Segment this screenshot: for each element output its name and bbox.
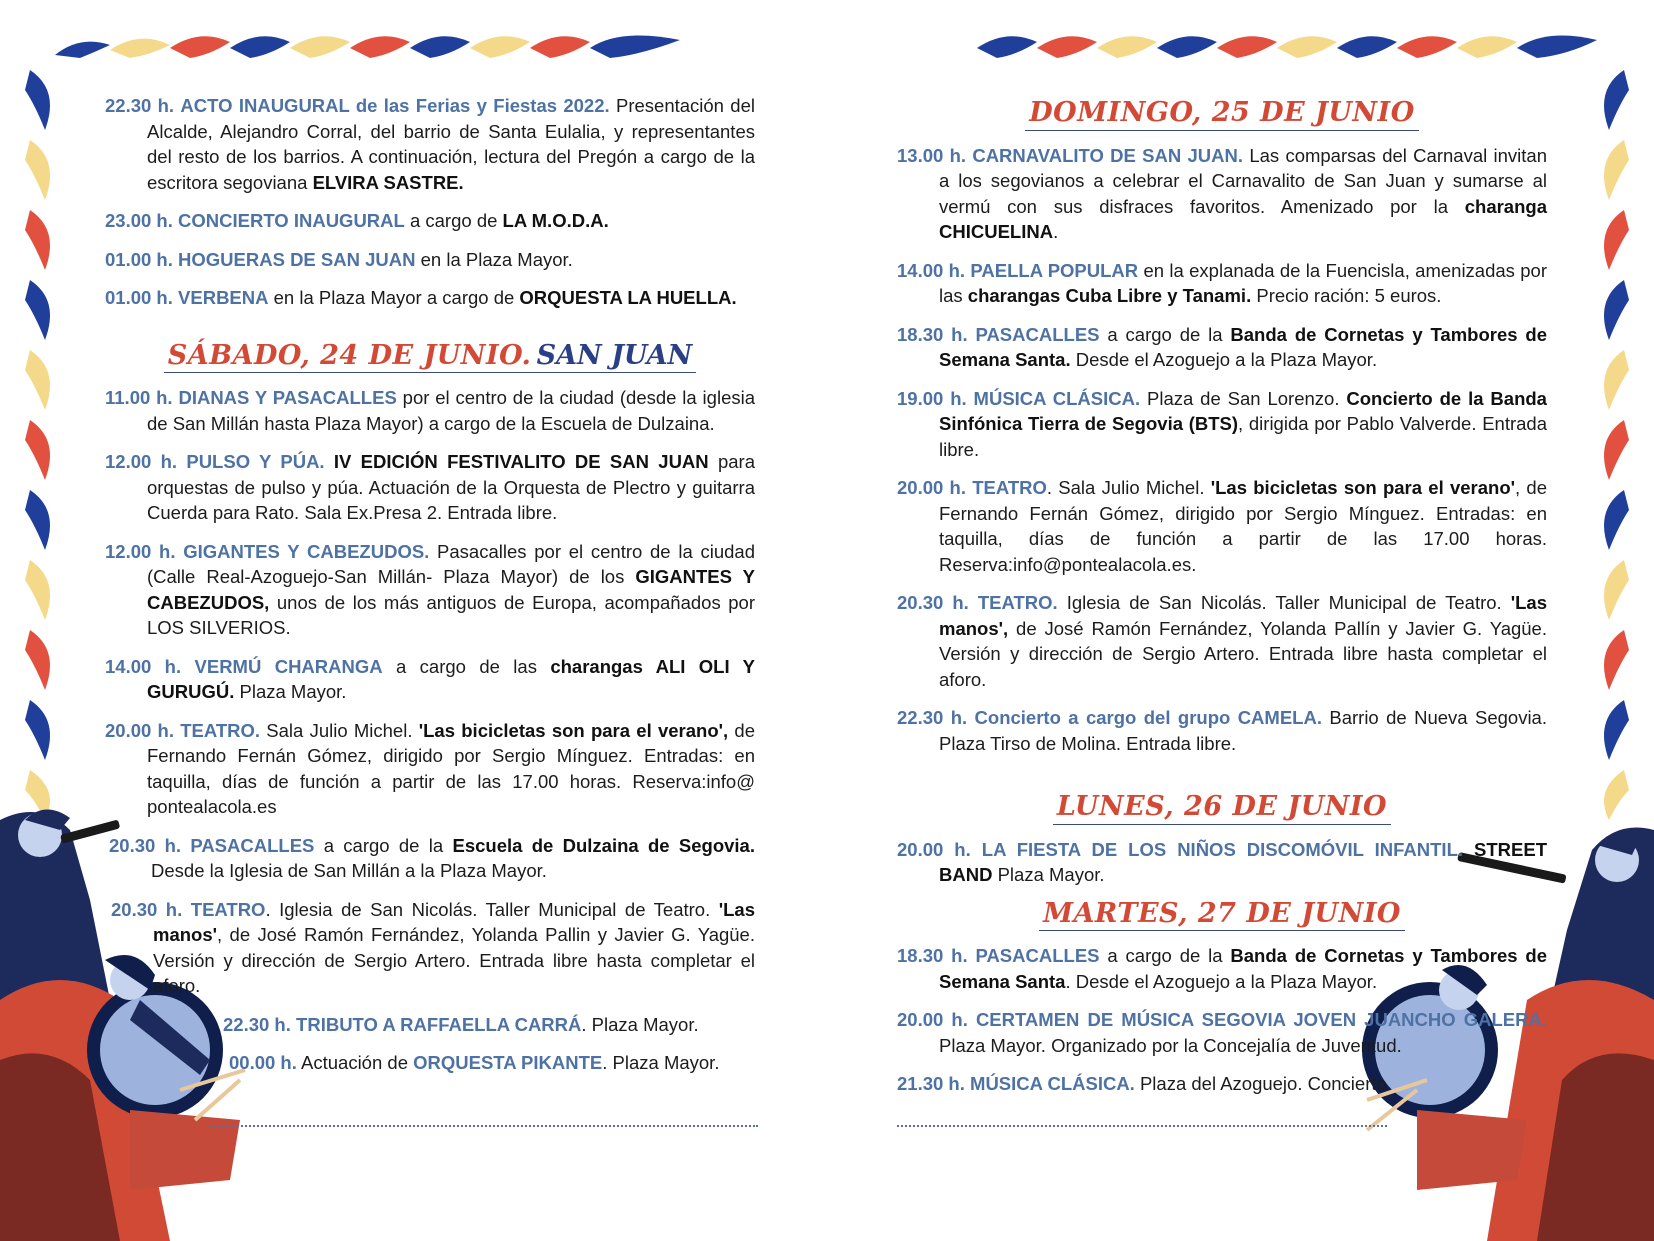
sunday-title: DOMINGO, 25 DE JUNIO xyxy=(1029,97,1415,128)
event-text: Presentación del Alcalde, Alejandro Corral, del barrio de Santa Eulalia, y representantes del resto de los barrios. A continuación, lectura del Pregón a cargo de la escritora segoviana xyxy=(147,95,755,193)
event-item xyxy=(897,943,1547,994)
event-text-tail: unos de los más antiguos de Europa, acompañados por LOS SILVERIOS. xyxy=(147,591,755,638)
event-text: a cargo de las xyxy=(382,655,551,677)
event-text: . Plaza Mayor. xyxy=(581,1013,699,1035)
event-text-tail: Desde la Iglesia de San Millán a la Plaza Mayor. xyxy=(151,860,547,881)
event-text: a cargo de xyxy=(404,210,503,231)
event-text: Iglesia de San Nicolás. Taller Municipal de Teatro. xyxy=(1057,592,1511,613)
event-item xyxy=(229,1050,755,1076)
event-item xyxy=(109,833,755,884)
event-time: 20.00 h. xyxy=(897,477,966,498)
event-highlight: Escuela de Dulzaina de Segovia. xyxy=(452,834,755,856)
event-time: 22.30 h. xyxy=(897,707,968,728)
right-side-ornament-icon xyxy=(1604,70,1629,820)
event-highlight: IV EDICIÓN FESTIVALITO DE SAN JUAN xyxy=(333,451,709,472)
event-title: CERTAMEN DE MÚSICA SEGOVIA JOVEN JUANCHO GALERA. xyxy=(975,1009,1547,1030)
monday-title: LUNES, 26 DE JUNIO xyxy=(1056,791,1388,822)
saturday-title: SÁBADO, 24 DE JUNIO. xyxy=(167,339,532,371)
event-item xyxy=(897,1071,1547,1097)
tuesday-events-list xyxy=(897,943,1547,1097)
event-text: por el centro de la ciudad (desde la iglesia de San Millán hasta Plaza Mayor) a cargo de la Escuela de Dulzaina. xyxy=(147,387,756,434)
event-time: 22.30 h. xyxy=(105,95,175,116)
event-text: Las comparsas del Carnaval invitan a los segovianos a celebrar el Carnavalito de San Juan y sumarse al vermú con sus disfraces favoritos. Amenizado por la xyxy=(939,144,1547,217)
event-item xyxy=(897,837,1547,888)
event-highlight: Banda de Cornetas y Tambores de Semana Santa. xyxy=(939,323,1547,370)
event-title: TEATRO. xyxy=(977,592,1058,613)
event-text: a cargo de la xyxy=(1099,945,1231,966)
event-text: . Sala Julio Michel. xyxy=(1046,477,1211,498)
event-text-tail: , dirigida por Pablo Valverde. Entrada libre. xyxy=(939,413,1547,460)
event-item xyxy=(105,247,755,273)
event-time: 22.30 h. xyxy=(223,1013,291,1035)
event-time: 11.00 h. xyxy=(105,387,173,408)
event-text: en la explanada de la Fuencisla, amenizadas por las xyxy=(939,259,1547,306)
event-item xyxy=(897,1007,1547,1058)
event-time: 01.00 h. xyxy=(105,287,173,308)
event-title: PASACALLES xyxy=(975,323,1100,345)
event-title: VERBENA xyxy=(178,287,269,308)
event-time: 20.00 h. xyxy=(897,838,971,860)
top-wave-ornament-icon xyxy=(55,36,680,59)
top-wave-ornament-icon xyxy=(977,36,1597,59)
event-time: 18.30 h. xyxy=(897,323,968,345)
event-title: HOGUERAS DE SAN JUAN xyxy=(178,248,416,270)
event-text: a cargo de la xyxy=(1099,323,1231,345)
event-item xyxy=(897,705,1547,756)
event-text-tail: , de Fernando Fernán Gómez, dirigido por Sergio Mínguez. Entradas: en taquilla, días de función a partir de las 17.00 horas. Reserva:info@pontealacola.es. xyxy=(939,477,1548,575)
tuesday-title: MARTES, 27 DE JUNIO xyxy=(1043,897,1401,929)
event-item xyxy=(897,386,1547,463)
event-title: TEATRO. xyxy=(180,719,261,741)
left-page-content xyxy=(105,93,755,1089)
event-item xyxy=(105,385,755,436)
event-text-tail: de Fernando Fernán Gómez, dirigido por Sergio Mínguez. Entradas: en taquilla, días de función a partir de las 17.00 horas. Reserva:info@ pontealacola.es xyxy=(147,719,756,817)
event-item xyxy=(105,285,755,311)
event-time: 13.00 h. xyxy=(897,144,967,166)
event-text: Plaza Mayor. Organizado por la Concejalía de Juventud. xyxy=(939,1034,1402,1056)
event-time: 01.00 h. xyxy=(105,248,173,270)
event-text-tail: para orquestas de pulso y púa. Actuación de la Orquesta de Plectro y guitarra Cuerda para Rato. Sala Ex.Presa 2. Entrada libre. xyxy=(147,451,755,523)
event-item xyxy=(105,93,755,195)
saturday-events-list xyxy=(105,385,755,1076)
right-page-content xyxy=(897,97,1548,1110)
opening-events-list xyxy=(105,93,755,311)
event-text: Plaza de San Lorenzo. xyxy=(1140,387,1347,409)
event-highlight: charangas ALI OLI Y GURUGÚ. xyxy=(147,655,755,702)
event-time: 12.00 h. xyxy=(105,451,178,472)
left-page-dotted-divider xyxy=(210,1125,758,1127)
event-time: 00.00 h. xyxy=(229,1052,297,1073)
event-title: MÚSICA CLÁSICA. xyxy=(970,1073,1135,1094)
saturday-subtitle: SAN JUAN xyxy=(536,339,693,371)
event-title: PAELLA POPULAR xyxy=(970,259,1139,281)
event-item xyxy=(897,475,1547,577)
event-highlight: ELVIRA SASTRE. xyxy=(312,171,464,193)
event-item xyxy=(897,322,1547,373)
event-title: ACTO INAUGURAL de las Ferias y Fiestas 2022. xyxy=(180,95,610,116)
event-text-tail: . xyxy=(1053,221,1059,242)
event-item xyxy=(105,654,755,705)
event-title: MÚSICA CLÁSICA. xyxy=(973,387,1141,409)
saturday-heading xyxy=(105,339,755,374)
event-item xyxy=(897,143,1547,245)
event-highlight: 'Las manos' xyxy=(153,898,755,945)
event-text: Plaza del Azoguejo. Concierto xyxy=(1134,1073,1387,1094)
event-item xyxy=(111,897,755,999)
event-item xyxy=(897,258,1547,309)
event-time: 20.00 h. xyxy=(105,719,174,741)
event-title: TEATRO xyxy=(972,477,1047,498)
sunday-heading xyxy=(897,97,1547,131)
event-text: en la Plaza Mayor a cargo de xyxy=(268,287,520,308)
event-time: 20.30 h. xyxy=(897,592,969,613)
monday-events-list xyxy=(897,837,1547,888)
event-title: TRIBUTO A RAFFAELLA CARRÁ xyxy=(296,1013,582,1035)
event-text: . Iglesia de San Nicolás. Taller Municipal de Teatro. xyxy=(265,898,719,920)
event-text-tail: Desde el Azoguejo a la Plaza Mayor. xyxy=(1070,349,1378,370)
event-time: 20.00 h. xyxy=(897,1009,968,1030)
event-title: PULSO Y PÚA. xyxy=(186,451,325,472)
left-side-ornament-icon xyxy=(25,70,50,820)
tuesday-heading xyxy=(897,897,1547,932)
event-time: 12.00 h. xyxy=(105,540,176,562)
event-time: 18.30 h. xyxy=(897,945,968,966)
event-highlight: LA M.O.D.A. xyxy=(502,210,609,231)
event-text: Barrio de Nueva Segovia. Plaza Tirso de Molina. Entrada libre. xyxy=(939,707,1547,754)
event-item xyxy=(105,718,755,820)
event-time: 21.30 h. xyxy=(897,1073,965,1094)
event-performer: ORQUESTA PIKANTE xyxy=(413,1052,603,1073)
right-page-dotted-divider xyxy=(897,1125,1387,1127)
event-time: 14.00 h. xyxy=(105,655,182,677)
event-highlight: GIGANTES Y CABEZUDOS, xyxy=(147,566,755,613)
event-text: a cargo de la xyxy=(314,834,453,856)
event-item xyxy=(223,1012,755,1038)
event-text xyxy=(1463,839,1474,860)
event-item xyxy=(105,539,755,641)
event-title: DIANAS Y PASACALLES xyxy=(178,387,397,408)
event-highlight: 'Las bicicletas son para el verano' xyxy=(1210,477,1516,498)
event-item xyxy=(105,208,755,234)
event-title: TEATRO xyxy=(190,898,266,920)
event-highlight: charanga CHICUELINA xyxy=(939,195,1547,242)
event-highlight: 'Las bicicletas son para el verano', xyxy=(418,719,729,741)
event-time: 20.30 h. xyxy=(109,834,182,856)
event-item xyxy=(897,590,1547,692)
event-text-tail: Plaza Mayor. xyxy=(992,864,1105,885)
event-text: en la Plaza Mayor. xyxy=(415,248,573,270)
event-highlight: Banda de Cornetas y Tambores de Semana Santa xyxy=(939,945,1547,992)
event-title: LA FIESTA DE LOS NIÑOS DISCOMÓVIL INFANTIL. xyxy=(981,838,1464,860)
event-highlight: 'Las manos', xyxy=(939,592,1547,639)
event-title: VERMÚ CHARANGA xyxy=(194,655,383,677)
event-text-tail: , de José Ramón Fernández, Yolanda Pallin y Javier G. Yagüe. Versión y dirección de Sergio Artero. Entrada libre hasta completar el aforo. xyxy=(153,924,755,996)
right-page xyxy=(827,0,1654,1241)
event-highlight: STREET BAND xyxy=(939,838,1548,885)
event-title: PASACALLES xyxy=(975,945,1100,966)
event-text-tail: Precio ración: 5 euros. xyxy=(1251,285,1442,306)
event-text: Actuación de xyxy=(301,1052,414,1073)
event-title: PASACALLES xyxy=(190,834,315,856)
event-text: Sala Julio Michel. xyxy=(260,719,419,741)
event-text-tail: de José Ramón Fernández, Yolanda Pallín y Javier G. Yagüe. Versión y dirección de Sergio Artero. Entrada libre hasta completar el aforo. xyxy=(939,617,1547,690)
event-highlight: charangas Cuba Libre y Tanami. xyxy=(967,285,1252,306)
event-title: Concierto a cargo del grupo CAMELA. xyxy=(974,707,1322,728)
event-title: CONCIERTO INAUGURAL xyxy=(178,210,405,231)
sunday-events-list xyxy=(897,143,1547,757)
event-time: 19.00 h. xyxy=(897,387,967,409)
event-title: GIGANTES Y CABEZUDOS. xyxy=(183,540,430,562)
monday-heading xyxy=(897,791,1547,825)
event-item xyxy=(105,449,755,526)
event-text-tail: Plaza Mayor. xyxy=(234,681,347,702)
event-highlight: ORQUESTA LA HUELLA. xyxy=(519,287,737,308)
event-highlight: Concierto de la Banda Sinfónica Tierra de Segovia (BTS) xyxy=(939,387,1547,434)
event-text-tail: . Desde el Azoguejo a la Plaza Mayor. xyxy=(1065,970,1378,992)
event-time: 23.00 h. xyxy=(105,210,173,231)
event-time: 14.00 h. xyxy=(897,259,966,281)
event-text xyxy=(325,451,334,472)
event-time: 20.30 h. xyxy=(111,898,183,920)
event-title: CARNAVALITO DE SAN JUAN. xyxy=(972,144,1244,166)
event-text-tail: . Plaza Mayor. xyxy=(602,1052,720,1073)
event-text: Pasacalles por el centro de la ciudad (Calle Real-Azoguejo-San Millán- Plaza Mayor) de los xyxy=(147,540,755,587)
